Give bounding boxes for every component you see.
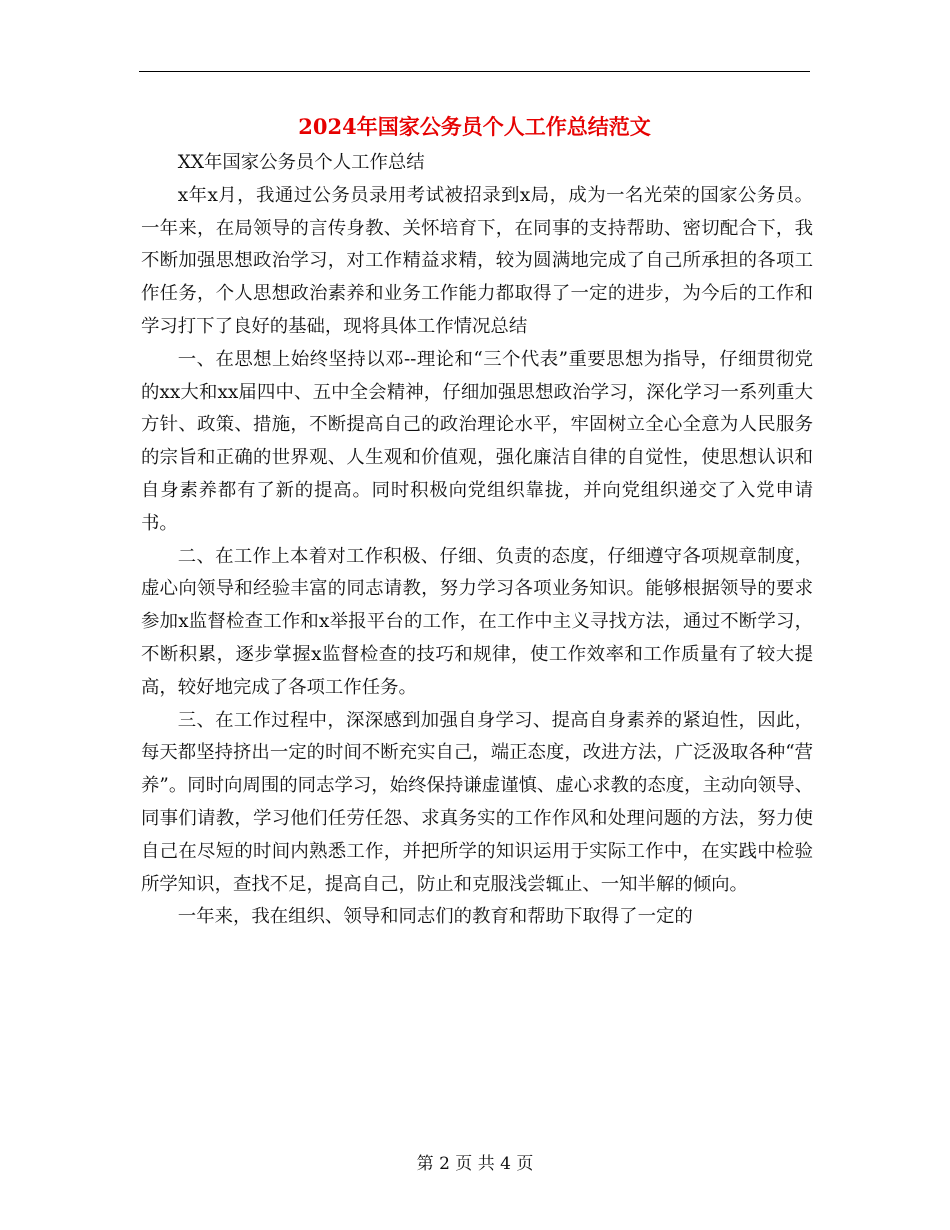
document-paragraph: 一年来，我在组织、领导和同志们的教育和帮助下取得了一定的	[177, 906, 693, 928]
document-paragraph: XX年国家公务员个人工作总结	[177, 152, 425, 173]
page-number-footer: 第 2 页 共 4 页	[416, 1154, 534, 1174]
document-body	[141, 147, 813, 934]
document-paragraph: 三、在工作过程中，深深感到加强自身学习、提高自身素养的紧迫性，因此，每天都坚持挤出一定的时间不断充实自己，端正态度，改进方法，广泛汲取各种“营养”。同时向周围的同志学习，始终保持谦虚谨慎、虚心求教的态度，主动向领导、同事们请教，学习他们任劳任怨、求真务实的工作作风和处理问题的方法，努力使自己在尽短的时间内熟悉工作，并把所学的知识运用于实际工作中，在实践中检验所学知识，查找不足，提高自己，防止和克服浅尝辄止、一知半解的倾向。	[141, 709, 813, 895]
document-paragraph: x年x月，我通过公务员录用考试被招录到x局，成为一名光荣的国家公务员。一年来，在局领导的言传身教、关怀培育下，在同事的支持帮助、密切配合下，我不断加强思想政治学习，对工作精益求精，较为圆满地完成了自己所承担的各项工作任务，个人思想政治素养和业务工作能力都取得了一定的进步，为今后的工作和学习打下了良好的基础，现将具体工作情况总结	[141, 184, 813, 337]
header-rule	[139, 71, 810, 72]
document-paragraph: 二、在工作上本着对工作积极、仔细、负责的态度，仔细遵守各项规章制度，虚心向领导和经验丰富的同志请教，努力学习各项业务知识。能够根据领导的要求参加x监督检查工作和x举报平台的工作，在工作中主义寻找方法，通过不断学习，不断积累，逐步掌握x监督检查的技巧和规律，使工作效率和工作质量有了较大提高，较好地完成了各项工作任务。	[141, 545, 813, 698]
document-paragraph: 一、在思想上始终坚持以邓--理论和“三个代表”重要思想为指导，仔细贯彻党的xx大和xx届四中、五中全会精神，仔细加强思想政治学习，深化学习一系列重大方针、政策、措施，不断提高自己的政治理论水平，牢固树立全心全意为人民服务的宗旨和正确的世界观、人生观和价值观，强化廉洁自律的自觉性，使思想认识和自身素养都有了新的提高。同时积极向党组织靠拢，并向党组织递交了入党申请书。	[141, 348, 813, 534]
document-title: 2024年国家公务员个人工作总结范文	[298, 114, 651, 139]
